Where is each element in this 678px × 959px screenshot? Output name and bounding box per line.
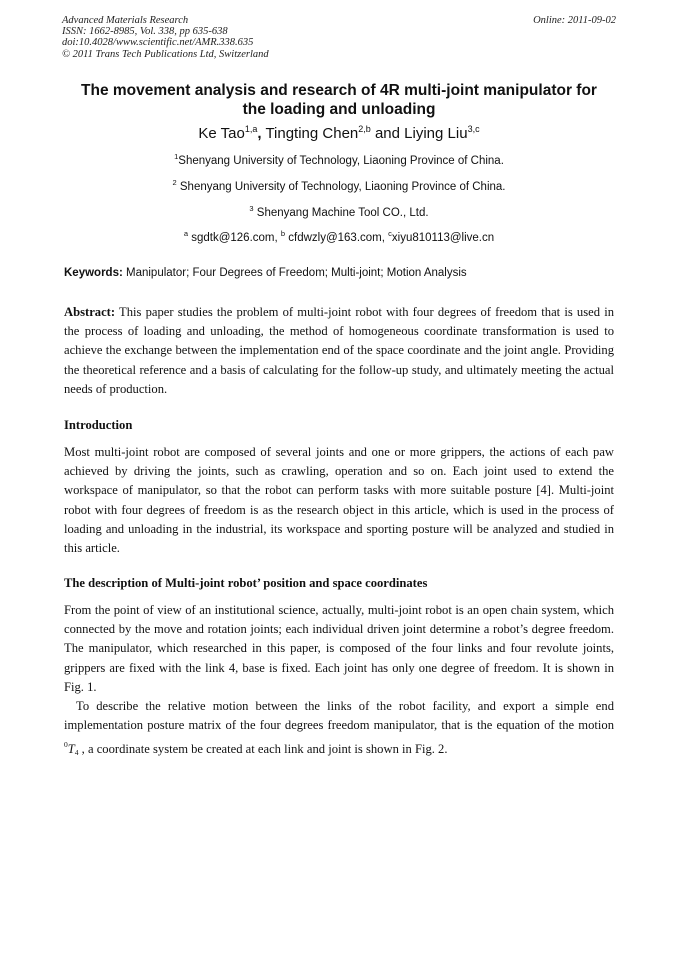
email-address: sgdtk@126.com, (191, 232, 278, 244)
affiliation (62, 152, 616, 167)
math-presuperscript: 0 (64, 740, 68, 750)
keywords (64, 267, 616, 279)
author-separator: and (374, 125, 400, 142)
section-heading: The description of Multi-joint robot’ position and space coordinates (64, 576, 428, 590)
paper-title (62, 81, 616, 119)
affiliation-mark: 1 (174, 152, 179, 161)
author-superscript: 1,a (244, 124, 258, 134)
math-subscript: 4 (74, 748, 79, 758)
online-date: Online: 2011-09-02 (533, 15, 616, 26)
abstract-text: This paper studies the problem of multi-joint robot with four degrees of freedom that is used in the process of loading and unloading, the method of homogeneous coordinate transformation is used to achieve the exchange between the implementation end of the space coordinate and the joint angle. Providing the theoretical reference and a basis of calculating for the follow-up study, and ultimately meeting the actual needs of production. (64, 305, 614, 396)
author-separator: , (257, 125, 262, 142)
author-superscript: 3,c (467, 124, 480, 134)
affiliation-text: Shenyang Machine Tool CO., Ltd. (256, 207, 429, 219)
title-line-2: the loading and unloading (242, 101, 436, 118)
section-paragraph-1: From the point of view of an institutional science, actually, multi-joint robot is an open chain system, which connected by the move and rotation joints; each individual driven joint determine a robot’s degree freedom. The manipulator, which researched in this paper, is composed of the four links and four revolute joints, grippers are fixed with the link 4, base is fixed. Each joint has only one degree of freedom. It is shown in Fig. 1. (64, 603, 614, 694)
affiliation-text: Shenyang University of Technology, Liaoning Province of China. (179, 181, 506, 193)
email-list (62, 229, 616, 244)
email-mark: b (280, 229, 286, 238)
author-name: Tingting Chen (265, 125, 359, 142)
affiliation (62, 178, 616, 193)
email-address: xiyu810113@live.cn (391, 232, 495, 244)
section-paragraph-2 (64, 697, 614, 763)
author-name: Ke Tao (198, 125, 245, 142)
copyright-line: © 2011 Trans Tech Publications Ltd, Switzerland (62, 48, 269, 60)
abstract-label: Abstract: (64, 305, 116, 319)
math-symbol: T (67, 742, 75, 757)
introduction-heading: Introduction (64, 418, 133, 432)
email-address: cfdwzly@163.com, (288, 232, 385, 244)
affiliation-mark: 2 (172, 178, 177, 187)
introduction-text: Most multi-joint robot are composed of several joints and one or more grippers, the actions of each paw achieved by driving the joints, such as crawling, operation and so on. Each joint used to extend the workspace of manipulator, so that the robot can perform tasks with more suitable posture [4]. Multi-joint robot with four degrees of freedom is as the research object in this article, which is used in the process of loading and unloading in the industrial, its workspace and sporting posture will be analyzed and studied in this article. (64, 445, 614, 556)
keywords-label: Keywords: (64, 267, 123, 279)
affiliation-mark: 3 (249, 204, 254, 213)
issn-line: ISSN: 1662-8985, Vol. 338, pp 635-638 (62, 26, 228, 38)
author-name: Liying Liu (404, 125, 468, 142)
email-mark: c (388, 229, 392, 238)
journal-name: Advanced Materials Research (62, 15, 189, 26)
paragraph-text: , a coordinate system be created at each link and joint is shown in Fig. 2. (81, 742, 448, 757)
affiliation (62, 204, 616, 219)
keywords-text: Manipulator; Four Degrees of Freedom; Multi-joint; Motion Analysis (126, 267, 467, 279)
doi-line: doi:10.4028/www.scientific.net/AMR.338.635 (62, 37, 254, 49)
affiliation-text: Shenyang University of Technology, Liaoning Province of China. (178, 155, 504, 167)
journal-header (62, 15, 616, 60)
paragraph-text: To describe the relative motion between the links of the robot facility, and export a simple end implementation posture matrix of the four degrees freedom manipulator, that is the equation of the motion (64, 699, 614, 733)
title-line-1: The movement analysis and research of 4R multi-joint manipulator for (81, 82, 597, 99)
author-list (62, 124, 616, 142)
email-mark: a (183, 229, 189, 238)
author-superscript: 2,b (358, 124, 371, 134)
abstract (64, 303, 614, 399)
motion-equation (64, 742, 79, 756)
